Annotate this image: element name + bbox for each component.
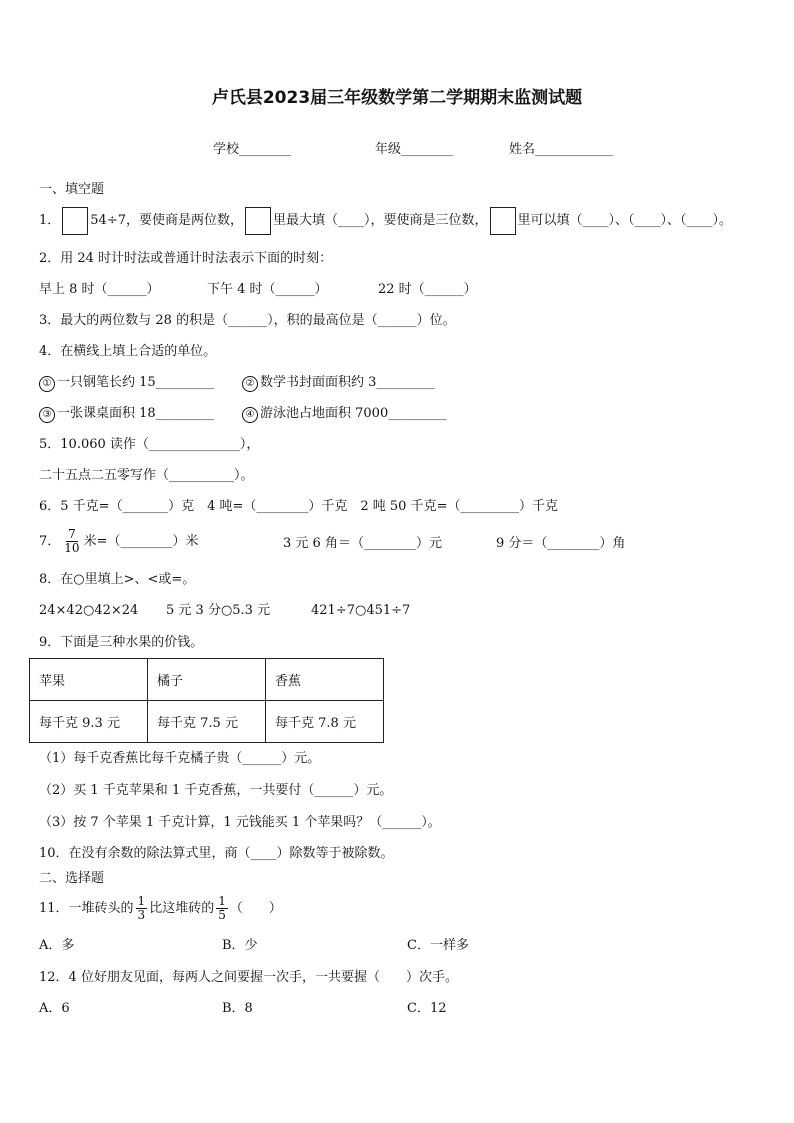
circled-2: ② bbox=[242, 376, 258, 392]
question-9: 9．下面是三种水果的价钱。 bbox=[39, 635, 204, 650]
q2-afternoon: 下午 4 时（______） bbox=[207, 282, 328, 297]
section-fill-heading: 一、填空题 bbox=[39, 182, 105, 197]
q11-part-a: 11．一堆砖头的 bbox=[39, 901, 134, 916]
table-cell: 苹果 bbox=[30, 659, 148, 701]
question-12: 12．4 位好朋友见面，每两人之间要握一次手，一共要握（ ）次手。 bbox=[39, 970, 458, 985]
question-11 bbox=[39, 889, 282, 929]
q11-part-b: 比这堆砖的 bbox=[149, 901, 215, 916]
fraction-numerator: 1 bbox=[137, 894, 146, 908]
q1-part-c: 里可以填（____）、（____）、（____）。 bbox=[517, 213, 733, 228]
question-1 bbox=[39, 206, 732, 236]
table-cell: 每千克 7.8 元 bbox=[266, 701, 384, 743]
answer-box bbox=[62, 207, 88, 235]
fraction-numerator: 1 bbox=[218, 894, 226, 908]
q2-22h: 22 时（______） bbox=[378, 282, 477, 297]
q1-part-b: 里最大填（____），要使商是三位数， bbox=[273, 213, 488, 228]
table-cell: 香蕉 bbox=[266, 659, 384, 701]
q12-option-a: A．6 bbox=[39, 1001, 70, 1016]
q8-part-b: 5 元 3 分○5.3 元 bbox=[166, 603, 271, 618]
q4-item-2-text: 数学书封面面积约 3_________ bbox=[260, 375, 435, 390]
question-10: 10．在没有余数的除法算式里，商（____）除数等于被除数。 bbox=[39, 846, 394, 861]
table-cell: 每千克 7.5 元 bbox=[148, 701, 266, 743]
q11-option-b: B．少 bbox=[222, 938, 258, 953]
question-8: 8．在○里填上>、<或=。 bbox=[39, 572, 196, 587]
circled-4: ④ bbox=[242, 407, 258, 423]
q7-part-a: 米=（________）米 bbox=[83, 534, 199, 549]
q8-part-a: 24×42○42×24 bbox=[39, 603, 139, 618]
q4-item-3 bbox=[39, 405, 214, 423]
q1-part-a: 54÷7，要使商是两位数， bbox=[90, 213, 243, 228]
fraction-7-10 bbox=[62, 528, 81, 555]
question-7 bbox=[39, 522, 198, 562]
question-6: 6．5 千克=（_______）克 4 吨=（________）千克 2 吨 50 千克=（_________）千克 bbox=[39, 499, 558, 514]
q11-answer-blank: （ ） bbox=[229, 901, 282, 916]
q7-part-b: 3 元 6 角＝（________）元 bbox=[283, 536, 442, 551]
q9-sub-3: （3）按 7 个苹果 1 千克计算，1 元钱能买 1 个苹果吗？（______）。 bbox=[39, 815, 441, 830]
question-4: 4．在横线上填上合适的单位。 bbox=[39, 344, 217, 359]
table-cell: 每千克 9.3 元 bbox=[30, 701, 148, 743]
fraction-numerator: 7 bbox=[68, 527, 76, 541]
school-field: 学校________ bbox=[213, 142, 292, 157]
table-cell: 橘子 bbox=[148, 659, 266, 701]
circled-3: ③ bbox=[39, 407, 55, 423]
q9-sub-1: （1）每千克香蕉比每千克橘子贵（______）元。 bbox=[39, 751, 321, 766]
question-2: 2．用 24 时计时法或普通计时法表示下面的时刻： bbox=[39, 251, 333, 266]
grade-field: 年级________ bbox=[375, 142, 454, 157]
q1-number: 1． bbox=[39, 213, 61, 228]
q12-option-c: C．12 bbox=[407, 1001, 447, 1016]
fraction-denominator: 3 bbox=[137, 908, 146, 922]
q4-item-1 bbox=[39, 374, 214, 392]
answer-box bbox=[490, 207, 516, 235]
q4-item-1-text: 一只钢笔长约 15_________ bbox=[57, 375, 215, 390]
q8-part-c: 421÷7○451÷7 bbox=[311, 603, 411, 618]
fraction-1-5 bbox=[216, 895, 228, 922]
q7-part-c: 9 分＝（________）角 bbox=[496, 536, 626, 551]
fruit-price-table bbox=[29, 658, 384, 743]
section-choice-heading: 二、选择题 bbox=[39, 871, 105, 886]
page-title: 卢氏县2023届三年级数学第二学期期末监测试题 bbox=[211, 88, 583, 108]
name-field: 姓名____________ bbox=[509, 142, 614, 157]
q4-item-4-text: 游泳池占地面积 7000_________ bbox=[260, 406, 447, 421]
answer-box bbox=[245, 207, 271, 235]
question-5-write: 二十五点二五零写作（__________）。 bbox=[39, 468, 254, 483]
q2-morning: 早上 8 时（______） bbox=[39, 282, 160, 297]
q12-option-b: B．8 bbox=[222, 1001, 253, 1016]
q7-number: 7． bbox=[39, 534, 61, 549]
circled-1: ① bbox=[39, 376, 55, 392]
table-row bbox=[30, 659, 384, 701]
table-row bbox=[30, 701, 384, 743]
fraction-denominator: 5 bbox=[218, 908, 226, 922]
q9-sub-2: （2）买 1 千克苹果和 1 千克香蕉，一共要付（______）元。 bbox=[39, 783, 393, 798]
q11-option-c: C．一样多 bbox=[407, 938, 469, 953]
question-3: 3．最大的两位数与 28 的积是（______），积的最高位是（______）位。 bbox=[39, 313, 456, 328]
fraction-1-3 bbox=[136, 895, 148, 922]
q11-option-a: A．多 bbox=[39, 938, 75, 953]
q4-item-4 bbox=[242, 405, 447, 423]
question-5-read: 5．10.060 读作（______________）， bbox=[39, 437, 260, 452]
q4-item-2 bbox=[242, 374, 435, 392]
fraction-denominator: 10 bbox=[64, 541, 80, 555]
q4-item-3-text: 一张课桌面积 18_________ bbox=[57, 406, 215, 421]
